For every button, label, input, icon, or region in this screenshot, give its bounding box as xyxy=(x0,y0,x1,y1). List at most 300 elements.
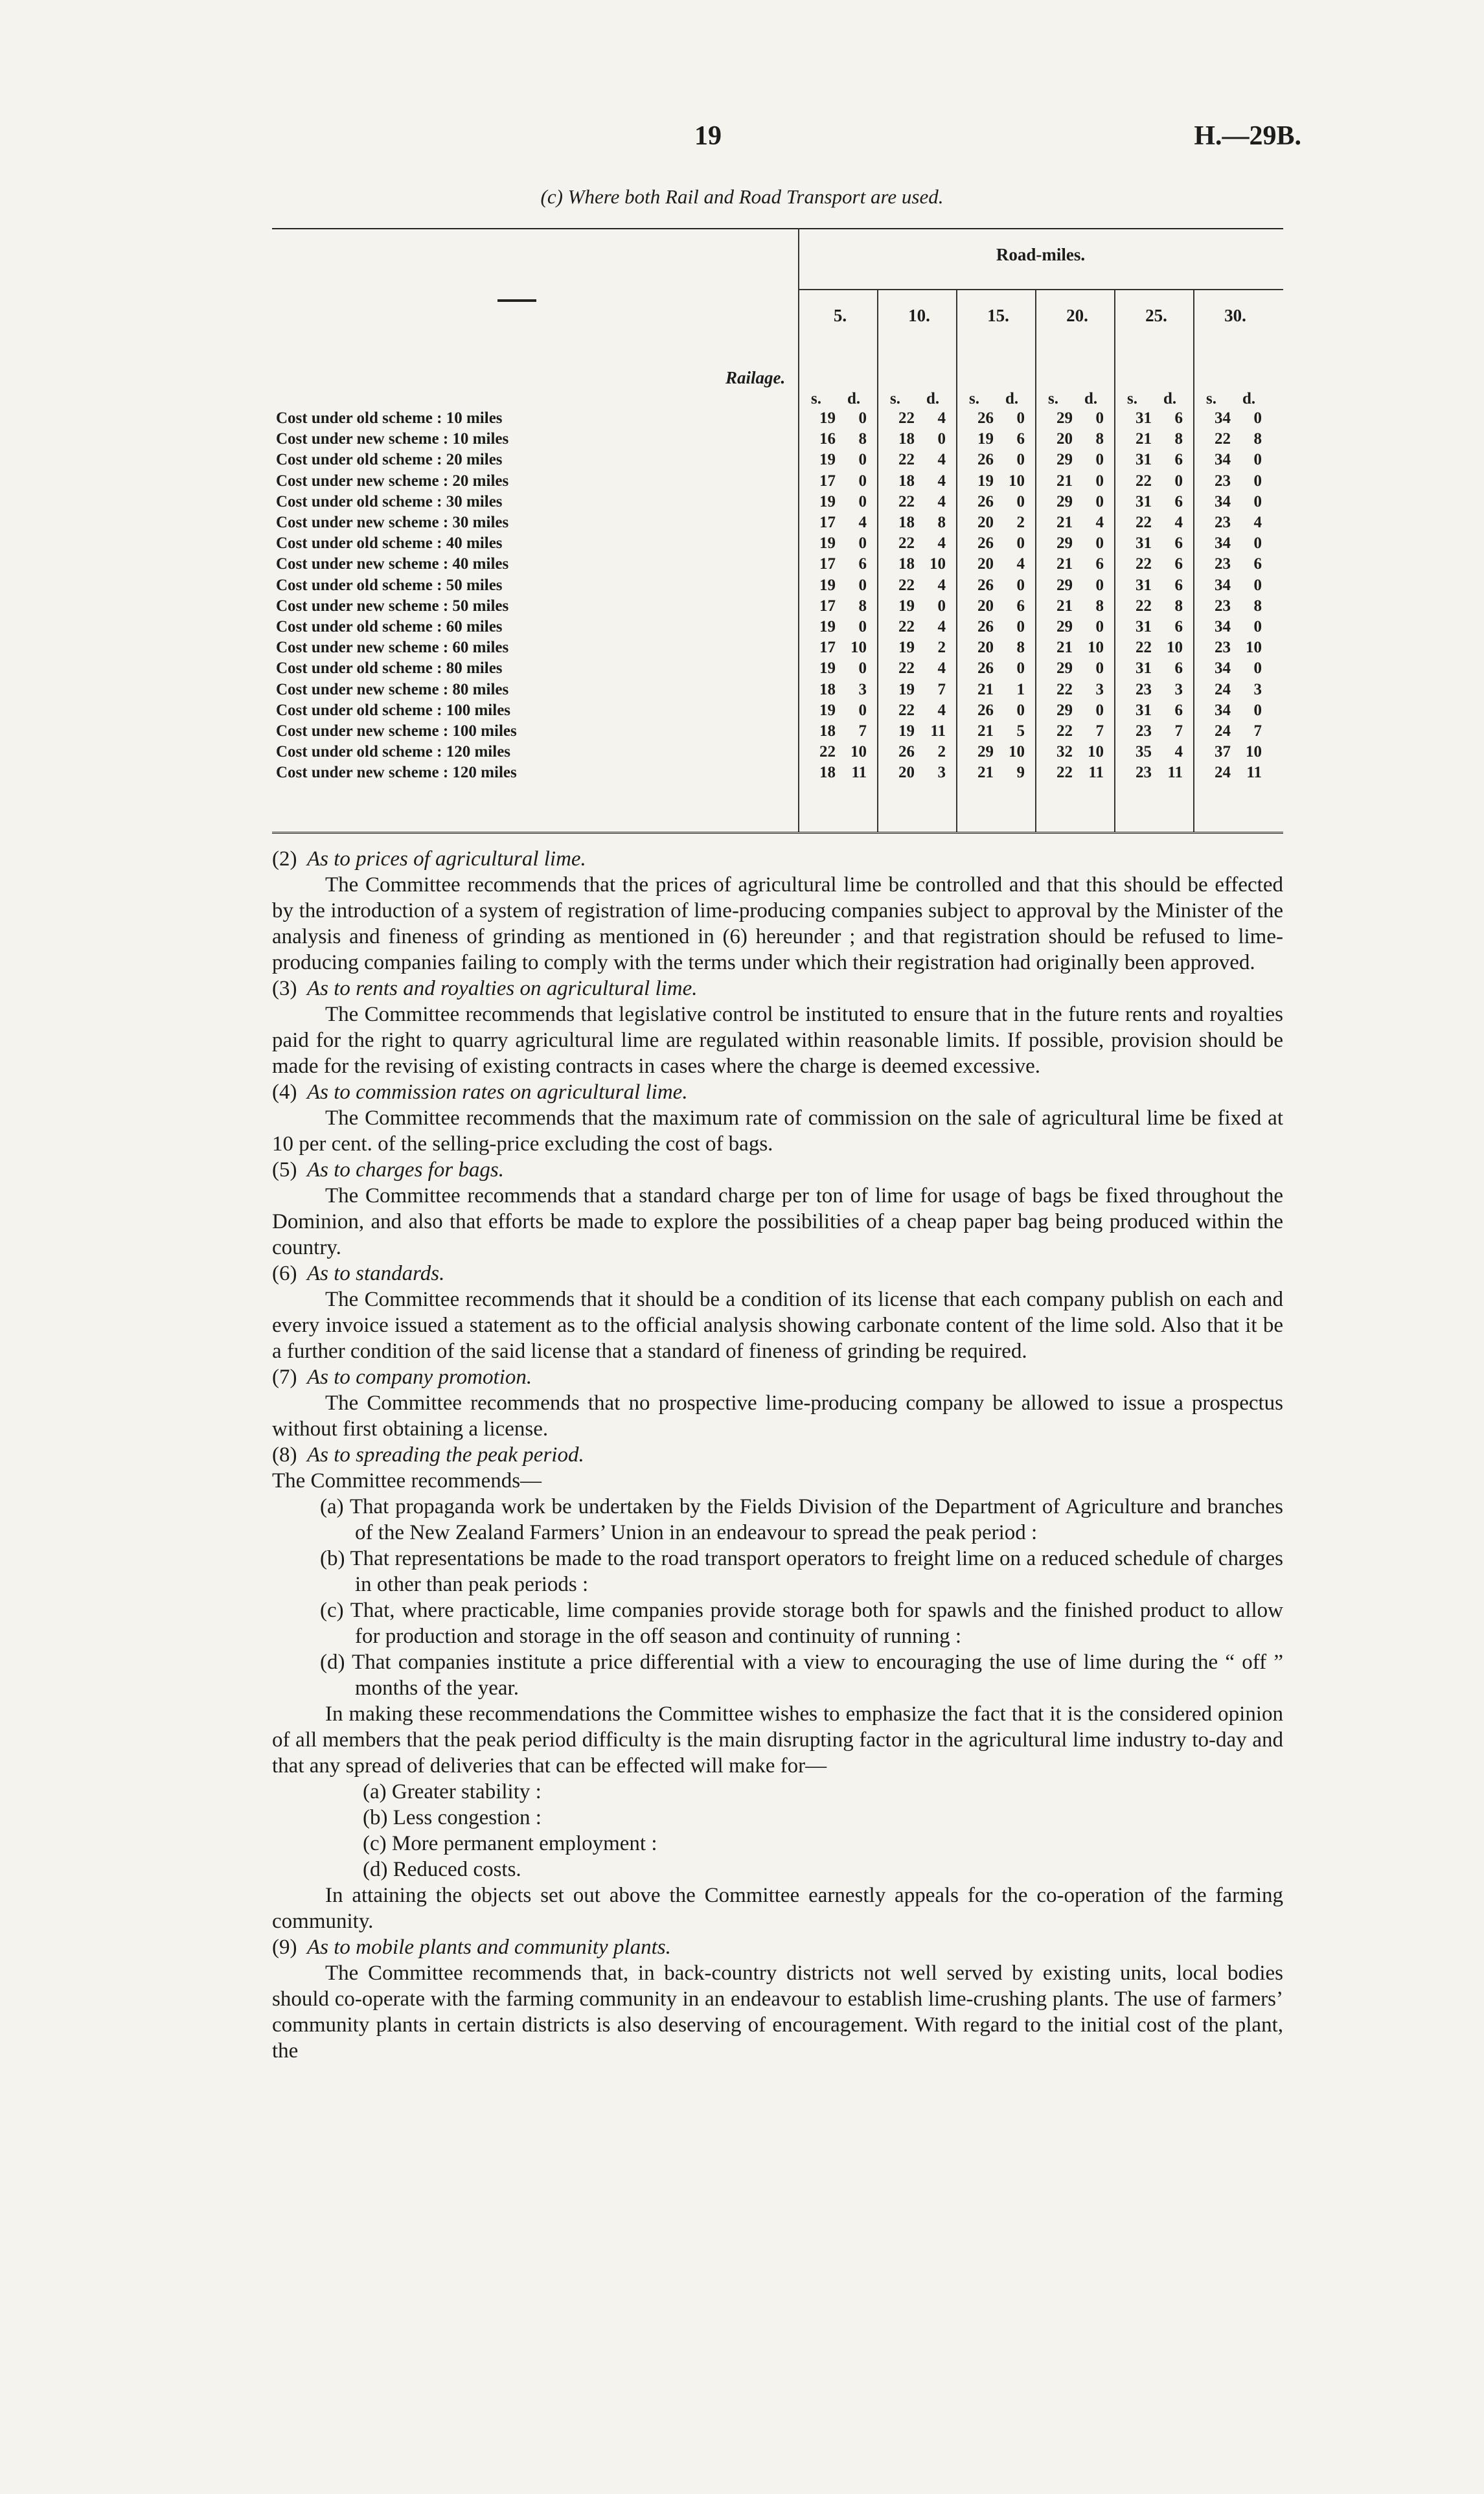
row-label: Cost under new scheme : 10 miles xyxy=(276,430,509,448)
row-label: Cost under old scheme : 100 miles xyxy=(276,701,511,719)
pence-value: 8 xyxy=(858,597,867,615)
table-row xyxy=(272,514,1283,534)
unit-pence: d. xyxy=(926,390,940,407)
pence-value: 6 xyxy=(1174,659,1183,678)
shillings-value: 18 xyxy=(898,472,915,490)
shillings-value: 22 xyxy=(898,576,915,594)
paragraph: The Committee recommends that no prospective lime-producing company be allowed to issue a prospectus without first obtaining a license. xyxy=(272,1391,1283,1441)
pence-value: 8 xyxy=(1253,597,1262,615)
shillings-value: 21 xyxy=(1136,430,1152,448)
shillings-value: 22 xyxy=(1136,597,1152,615)
shillings-value: 18 xyxy=(898,514,915,531)
pence-value: 10 xyxy=(1009,472,1025,490)
paragraph: The Committee recommends that the prices of agricultural lime be controlled and that this should be effected by the introduction of a system of registration of lime-producing companies subject to approval by the Minister of the analysis and fineness of grinding as mentioned in (6) hereunder ; and that registration should be refused to lime-producing companies failing to comply with the terms under which their registration had originally been approved. xyxy=(272,873,1283,974)
shillings-value: 29 xyxy=(1056,576,1073,594)
pence-value: 0 xyxy=(1095,659,1104,678)
unit-shillings: s. xyxy=(1048,390,1058,407)
pence-value: 10 xyxy=(1088,743,1104,761)
road-miles-column-header: 10. xyxy=(908,306,930,325)
paragraph: The Committee recommends that, in back-country districts not well served by existing units, local bodies should co-operate with the farming community in an endeavour to establish lime-crushing plants. The use of farmers’ community plants in certain districts is also deserving of encouragement. With regard to the initial cost of the plant, the xyxy=(272,1962,1283,2063)
shillings-value: 17 xyxy=(819,639,836,657)
pence-value: 0 xyxy=(1016,492,1025,510)
pence-value: 0 xyxy=(1016,576,1025,594)
pence-value: 0 xyxy=(1095,492,1104,510)
row-label: Cost under new scheme : 100 miles xyxy=(276,722,517,740)
pence-value: 11 xyxy=(930,722,946,740)
pence-value: 10 xyxy=(1246,743,1262,761)
table-row xyxy=(272,597,1283,618)
shillings-value: 24 xyxy=(1215,680,1231,698)
pence-value: 8 xyxy=(1095,597,1104,615)
shillings-value: 20 xyxy=(1056,430,1073,448)
shillings-value: 17 xyxy=(819,597,836,615)
pence-value: 0 xyxy=(1253,618,1262,635)
road-miles-column-header: 30. xyxy=(1224,306,1246,325)
shillings-value: 23 xyxy=(1136,764,1152,782)
pence-value: 4 xyxy=(937,534,946,553)
pence-value: 6 xyxy=(1016,597,1025,615)
shillings-value: 19 xyxy=(898,722,915,740)
pence-value: 4 xyxy=(937,659,946,678)
shillings-value: 31 xyxy=(1136,451,1152,469)
table-row xyxy=(272,493,1283,514)
shillings-value: 26 xyxy=(977,701,994,719)
pence-value: 7 xyxy=(1095,722,1104,740)
pence-value: 2 xyxy=(937,639,946,657)
pence-value: 6 xyxy=(1174,701,1183,719)
shillings-value: 22 xyxy=(1215,430,1231,448)
table-row xyxy=(272,639,1283,659)
document-reference: H.—29B. xyxy=(1194,121,1301,151)
pence-value: 10 xyxy=(1009,743,1025,761)
shillings-value: 19 xyxy=(819,451,836,469)
row-label: Cost under old scheme : 80 miles xyxy=(276,659,503,678)
pence-value: 3 xyxy=(1253,680,1262,698)
list-item: (d) Reduced costs. xyxy=(363,1858,521,1881)
row-label: Cost under old scheme : 120 miles xyxy=(276,743,511,761)
pence-value: 0 xyxy=(1095,576,1104,594)
pence-value: 4 xyxy=(858,514,867,531)
road-miles-column-header: 25. xyxy=(1145,306,1167,325)
list-item: (b) Less congestion : xyxy=(363,1806,542,1829)
shillings-value: 35 xyxy=(1136,743,1152,761)
shillings-value: 29 xyxy=(977,743,994,761)
pence-value: 4 xyxy=(1253,514,1262,531)
section-heading: (7) As to company promotion. xyxy=(272,1366,532,1389)
section-heading: (9) As to mobile plants and community plants. xyxy=(272,1936,671,1959)
pence-value: 0 xyxy=(1095,409,1104,427)
unit-shillings: s. xyxy=(1206,390,1216,407)
pence-value: 4 xyxy=(1174,514,1183,531)
shillings-value: 34 xyxy=(1215,451,1231,469)
pence-value: 3 xyxy=(1095,680,1104,698)
pence-value: 7 xyxy=(858,722,867,740)
shillings-value: 20 xyxy=(977,514,994,531)
table-row xyxy=(272,722,1283,743)
pence-value: 9 xyxy=(1016,764,1025,782)
section-heading: (6) As to standards. xyxy=(272,1262,445,1285)
shillings-value: 23 xyxy=(1136,680,1152,698)
shillings-value: 22 xyxy=(898,701,915,719)
unit-pence: d. xyxy=(847,390,861,407)
pence-value: 0 xyxy=(937,597,946,615)
shillings-value: 31 xyxy=(1136,409,1152,427)
shillings-value: 24 xyxy=(1215,722,1231,740)
shillings-value: 29 xyxy=(1056,451,1073,469)
section-heading: (3) As to rents and royalties on agricultural lime. xyxy=(272,977,698,1000)
pence-value: 0 xyxy=(858,576,867,594)
shillings-value: 29 xyxy=(1056,492,1073,510)
pence-value: 0 xyxy=(1095,618,1104,635)
paragraph: In making these recommendations the Committee wishes to emphasize the fact that it is the considered opinion of all members that the peak period difficulty is the main disrupting factor in the agricultural lime industry to-day and that any spread of deliveries that can be effected will make for— xyxy=(272,1702,1283,1778)
pence-value: 4 xyxy=(937,451,946,469)
unit-pence: d. xyxy=(1163,390,1177,407)
list-item: (c) That, where practicable, lime companies provide storage both for spawls and the finished product to allow for production and storage in the off season and continuity of running : xyxy=(320,1599,1283,1648)
shillings-value: 23 xyxy=(1136,722,1152,740)
paragraph: In attaining the objects set out above the Committee earnestly appeals for the co-operation of the farming community. xyxy=(272,1884,1283,1933)
pence-value: 3 xyxy=(1174,680,1183,698)
shillings-value: 17 xyxy=(819,514,836,531)
shillings-value: 29 xyxy=(1056,534,1073,553)
row-label: Cost under old scheme : 60 miles xyxy=(276,618,503,635)
shillings-value: 26 xyxy=(977,409,994,427)
road-miles-column-header: 20. xyxy=(1066,306,1088,325)
shillings-value: 26 xyxy=(977,534,994,553)
pence-value: 7 xyxy=(1174,722,1183,740)
paragraph: The Committee recommends— xyxy=(272,1469,542,1493)
shillings-value: 22 xyxy=(898,618,915,635)
table-row xyxy=(272,764,1283,784)
shillings-value: 22 xyxy=(1136,472,1152,490)
pence-value: 0 xyxy=(937,430,946,448)
shillings-value: 29 xyxy=(1056,409,1073,427)
pence-value: 7 xyxy=(1253,722,1262,740)
pence-value: 6 xyxy=(1174,451,1183,469)
shillings-value: 19 xyxy=(819,409,836,427)
shillings-value: 32 xyxy=(1056,743,1073,761)
pence-value: 2 xyxy=(937,743,946,761)
shillings-value: 19 xyxy=(898,597,915,615)
row-label: Cost under old scheme : 20 miles xyxy=(276,451,503,469)
shillings-value: 21 xyxy=(1056,639,1073,657)
header-underline xyxy=(798,289,1283,290)
unit-shillings: s. xyxy=(1127,390,1137,407)
unit-pence: d. xyxy=(1005,390,1019,407)
pence-value: 0 xyxy=(1095,534,1104,553)
pence-value: 0 xyxy=(1016,659,1025,678)
pence-value: 0 xyxy=(858,472,867,490)
pence-value: 0 xyxy=(858,534,867,553)
list-item: (a) That propaganda work be undertaken by the Fields Division of the Department of Agriculture and branches of the New Zealand Farmers’ Union in an endeavour to spread the peak period : xyxy=(320,1495,1283,1544)
stub-dash xyxy=(497,299,536,302)
shillings-value: 19 xyxy=(977,472,994,490)
shillings-value: 22 xyxy=(898,492,915,510)
shillings-value: 34 xyxy=(1215,534,1231,553)
shillings-value: 22 xyxy=(1136,514,1152,531)
pence-value: 6 xyxy=(1174,555,1183,573)
shillings-value: 21 xyxy=(977,764,994,782)
pence-value: 8 xyxy=(1095,430,1104,448)
pence-value: 8 xyxy=(1174,430,1183,448)
pence-value: 0 xyxy=(1253,472,1262,490)
pence-value: 0 xyxy=(1253,534,1262,553)
shillings-value: 19 xyxy=(819,659,836,678)
shillings-value: 34 xyxy=(1215,492,1231,510)
pence-value: 6 xyxy=(1253,555,1262,573)
unit-pence: d. xyxy=(1084,390,1098,407)
shillings-value: 21 xyxy=(1056,472,1073,490)
row-label: Cost under new scheme : 30 miles xyxy=(276,514,509,531)
shillings-value: 21 xyxy=(1056,597,1073,615)
road-miles-header: Road-miles. xyxy=(996,245,1086,264)
pence-value: 10 xyxy=(850,743,867,761)
shillings-value: 22 xyxy=(898,409,915,427)
shillings-value: 23 xyxy=(1215,472,1231,490)
pence-value: 0 xyxy=(858,618,867,635)
shillings-value: 22 xyxy=(1056,722,1073,740)
pence-value: 4 xyxy=(1016,555,1025,573)
shillings-value: 26 xyxy=(977,451,994,469)
shillings-value: 21 xyxy=(1056,555,1073,573)
pence-value: 0 xyxy=(1253,659,1262,678)
shillings-value: 24 xyxy=(1215,764,1231,782)
row-label: Cost under new scheme : 60 miles xyxy=(276,639,509,657)
railage-label: Railage. xyxy=(725,368,786,387)
pence-value: 4 xyxy=(937,618,946,635)
road-miles-column-header: 5. xyxy=(833,306,847,325)
shillings-value: 20 xyxy=(977,639,994,657)
shillings-value: 19 xyxy=(819,492,836,510)
pence-value: 2 xyxy=(1016,514,1025,531)
unit-shillings: s. xyxy=(890,390,900,407)
shillings-value: 21 xyxy=(977,680,994,698)
pence-value: 0 xyxy=(1016,409,1025,427)
pence-value: 0 xyxy=(858,451,867,469)
shillings-value: 21 xyxy=(977,722,994,740)
shillings-value: 31 xyxy=(1136,576,1152,594)
pence-value: 8 xyxy=(1016,639,1025,657)
shillings-value: 23 xyxy=(1215,639,1231,657)
table-row xyxy=(272,534,1283,555)
shillings-value: 26 xyxy=(977,659,994,678)
shillings-value: 34 xyxy=(1215,701,1231,719)
shillings-value: 20 xyxy=(898,764,915,782)
row-label: Cost under old scheme : 50 miles xyxy=(276,576,503,594)
pence-value: 4 xyxy=(1174,743,1183,761)
shillings-value: 18 xyxy=(819,722,836,740)
row-label: Cost under new scheme : 40 miles xyxy=(276,555,509,573)
shillings-value: 17 xyxy=(819,555,836,573)
shillings-value: 34 xyxy=(1215,659,1231,678)
shillings-value: 34 xyxy=(1215,576,1231,594)
pence-value: 1 xyxy=(1016,680,1025,698)
pence-value: 6 xyxy=(1174,618,1183,635)
shillings-value: 22 xyxy=(1056,680,1073,698)
table-row xyxy=(272,618,1283,639)
road-miles-column-header: 15. xyxy=(987,306,1009,325)
shillings-value: 22 xyxy=(1136,639,1152,657)
pence-value: 0 xyxy=(858,701,867,719)
pence-value: 0 xyxy=(1253,701,1262,719)
list-item: (c) More permanent employment : xyxy=(363,1832,657,1855)
shillings-value: 19 xyxy=(819,534,836,553)
pence-value: 0 xyxy=(1016,451,1025,469)
pence-value: 11 xyxy=(1088,764,1104,782)
shillings-value: 31 xyxy=(1136,534,1152,553)
table-bottom-rule xyxy=(272,832,1283,834)
pence-value: 0 xyxy=(858,409,867,427)
pence-value: 8 xyxy=(1253,430,1262,448)
pence-value: 4 xyxy=(937,576,946,594)
section-heading: (4) As to commission rates on agricultural lime. xyxy=(272,1081,688,1104)
table-row xyxy=(272,702,1283,722)
shillings-value: 26 xyxy=(977,576,994,594)
table-caption: (c) Where both Rail and Road Transport are used. xyxy=(540,185,944,208)
pence-value: 0 xyxy=(858,492,867,510)
shillings-value: 31 xyxy=(1136,618,1152,635)
shillings-value: 18 xyxy=(819,680,836,698)
list-item: (b) That representations be made to the road transport operators to freight lime on a reduced schedule of charges in other than peak periods : xyxy=(320,1547,1283,1596)
shillings-value: 16 xyxy=(819,430,836,448)
pence-value: 8 xyxy=(1174,597,1183,615)
pence-value: 0 xyxy=(1253,451,1262,469)
row-label: Cost under new scheme : 50 miles xyxy=(276,597,509,615)
paragraph: The Committee recommends that legislative control be instituted to ensure that in the future rents and royalties paid for the right to quarry agricultural lime are regulated within reasonable limits. If possible, provision should be made for the revising of existing contracts in cases where the charge is deemed excessive. xyxy=(272,1003,1283,1078)
row-label: Cost under new scheme : 120 miles xyxy=(276,764,517,782)
shillings-value: 31 xyxy=(1136,492,1152,510)
shillings-value: 23 xyxy=(1215,514,1231,531)
pence-value: 4 xyxy=(1095,514,1104,531)
pence-value: 0 xyxy=(1253,576,1262,594)
pence-value: 0 xyxy=(1253,492,1262,510)
table-row xyxy=(272,555,1283,576)
pence-value: 10 xyxy=(1167,639,1183,657)
pence-value: 11 xyxy=(1167,764,1183,782)
pence-value: 6 xyxy=(1174,492,1183,510)
shillings-value: 19 xyxy=(819,576,836,594)
shillings-value: 19 xyxy=(819,618,836,635)
pence-value: 4 xyxy=(937,472,946,490)
pence-value: 8 xyxy=(858,430,867,448)
shillings-value: 22 xyxy=(898,534,915,553)
shillings-value: 21 xyxy=(1056,514,1073,531)
row-label: Cost under new scheme : 20 miles xyxy=(276,472,509,490)
paragraph: The Committee recommends that the maximum rate of commission on the sale of agricultural lime be fixed at 10 per cent. of the selling-price excluding the cost of bags. xyxy=(272,1106,1283,1156)
shillings-value: 34 xyxy=(1215,409,1231,427)
pence-value: 0 xyxy=(1016,618,1025,635)
shillings-value: 29 xyxy=(1056,701,1073,719)
paragraph: The Committee recommends that it should be a condition of its license that each company publish on each and every invoice issued a statement as to the official analysis showing carbonate content of the lime sold. Also that it be a further condition of the said license that a standard of fineness of grinding be required. xyxy=(272,1288,1283,1363)
table-row xyxy=(272,472,1283,493)
pence-value: 6 xyxy=(1095,555,1104,573)
pence-value: 0 xyxy=(1016,534,1025,553)
shillings-value: 20 xyxy=(977,597,994,615)
table-row xyxy=(272,430,1283,451)
page-number: 19 xyxy=(694,121,722,151)
pence-value: 0 xyxy=(1174,472,1183,490)
shillings-value: 23 xyxy=(1215,597,1231,615)
table-row xyxy=(272,659,1283,680)
table-row xyxy=(272,451,1283,472)
shillings-value: 34 xyxy=(1215,618,1231,635)
shillings-value: 22 xyxy=(819,743,836,761)
body-text xyxy=(272,846,1283,2064)
pence-value: 0 xyxy=(1095,472,1104,490)
shillings-value: 18 xyxy=(819,764,836,782)
shillings-value: 18 xyxy=(898,430,915,448)
section-heading: (8) As to spreading the peak period. xyxy=(272,1443,584,1467)
pence-value: 6 xyxy=(858,555,867,573)
shillings-value: 19 xyxy=(898,639,915,657)
pence-value: 7 xyxy=(937,680,946,698)
pence-value: 10 xyxy=(1088,639,1104,657)
pence-value: 0 xyxy=(1253,409,1262,427)
shillings-value: 19 xyxy=(977,430,994,448)
shillings-value: 26 xyxy=(977,618,994,635)
shillings-value: 31 xyxy=(1136,659,1152,678)
list-item: (a) Greater stability : xyxy=(363,1780,542,1803)
shillings-value: 22 xyxy=(1056,764,1073,782)
shillings-value: 22 xyxy=(1136,555,1152,573)
table-row xyxy=(272,681,1283,702)
table-row xyxy=(272,577,1283,597)
pence-value: 4 xyxy=(937,492,946,510)
shillings-value: 22 xyxy=(898,451,915,469)
pence-value: 0 xyxy=(1016,701,1025,719)
pence-value: 6 xyxy=(1174,409,1183,427)
pence-value: 10 xyxy=(1246,639,1262,657)
section-heading: (5) As to charges for bags. xyxy=(272,1158,505,1182)
pence-value: 0 xyxy=(858,659,867,678)
shillings-value: 19 xyxy=(898,680,915,698)
pence-value: 10 xyxy=(850,639,867,657)
row-label: Cost under old scheme : 40 miles xyxy=(276,534,503,553)
pence-value: 3 xyxy=(937,764,946,782)
pence-value: 11 xyxy=(1246,764,1262,782)
shillings-value: 29 xyxy=(1056,659,1073,678)
shillings-value: 23 xyxy=(1215,555,1231,573)
shillings-value: 26 xyxy=(977,492,994,510)
shillings-value: 22 xyxy=(898,659,915,678)
row-label: Cost under old scheme : 30 miles xyxy=(276,492,503,510)
shillings-value: 26 xyxy=(898,743,915,761)
pence-value: 6 xyxy=(1016,430,1025,448)
pence-value: 8 xyxy=(937,514,946,531)
paragraph: The Committee recommends that a standard charge per ton of lime for usage of bags be fixed throughout the Dominion, and also that efforts be made to explore the possibilities of a cheap paper bag being produced within the country. xyxy=(272,1184,1283,1259)
section-heading: (2) As to prices of agricultural lime. xyxy=(272,847,586,871)
shillings-value: 18 xyxy=(898,555,915,573)
pence-value: 5 xyxy=(1016,722,1025,740)
row-label: Cost under old scheme : 10 miles xyxy=(276,409,503,427)
pence-value: 4 xyxy=(937,409,946,427)
shillings-value: 17 xyxy=(819,472,836,490)
shillings-value: 20 xyxy=(977,555,994,573)
shillings-value: 19 xyxy=(819,701,836,719)
pence-value: 0 xyxy=(1095,451,1104,469)
shillings-value: 31 xyxy=(1136,701,1152,719)
pence-value: 10 xyxy=(930,555,946,573)
pence-value: 6 xyxy=(1174,576,1183,594)
table-row xyxy=(272,409,1283,430)
table-row xyxy=(272,743,1283,764)
unit-pence: d. xyxy=(1242,390,1256,407)
pence-value: 11 xyxy=(851,764,867,782)
pence-value: 3 xyxy=(858,680,867,698)
shillings-value: 29 xyxy=(1056,618,1073,635)
pence-value: 0 xyxy=(1095,701,1104,719)
unit-shillings: s. xyxy=(969,390,979,407)
list-item: (d) That companies institute a price differential with a view to encouraging the use of lime during the “ off ” months of the year. xyxy=(320,1651,1283,1700)
